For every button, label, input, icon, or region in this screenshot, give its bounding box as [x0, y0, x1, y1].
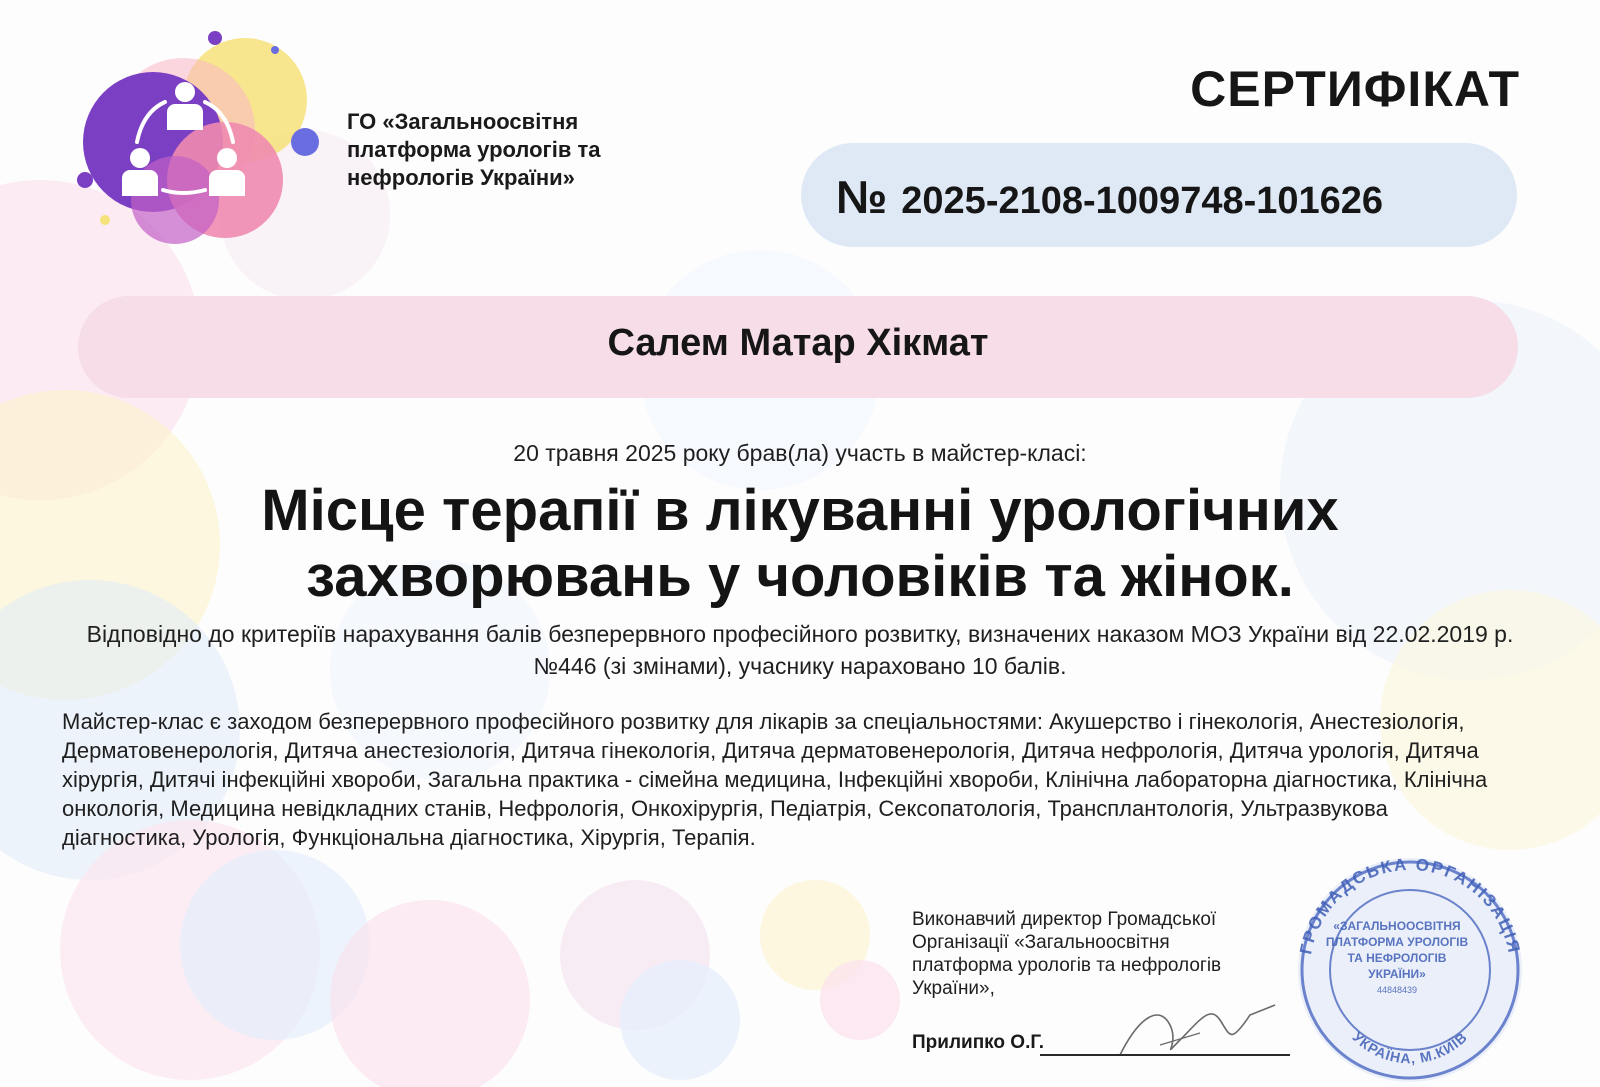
decor-bubble [820, 960, 900, 1040]
signer-name: Прилипко О.Г. [912, 1032, 1045, 1053]
stamp-bottom-text: УКРАЇНА, М.КИЇВ [1349, 1028, 1471, 1067]
stamp-center-text [1322, 918, 1472, 998]
decor-bubble [620, 960, 740, 1080]
specialties-paragraph: Майстер-клас є заходом безперервного професійного розвитку для лікарів за спеціальностями: Акушерство і гінекологія, Анестезіологія, Дерматовенерологія, Дитяча анестезіологія, Дитяча гінекологія, Дитяча дерматовенерологія, Дитяча нефрологія, Дитяча урологія, Дитяча хірургія, Дитячі інфекційні хвороби, Загальна практика - сімейна медицина, Інфекційні хвороби, Клінічна лабораторна діагностика, Клінічна онкологія, Медицина невідкладних станів, Нефрологія, Онкохірургія, Педіатрія, Сексопатологія, Трансплантологія, Ультразвукова діагностика, Урологія, Функціональна діагностика, Хірургія, Терапія. [62, 709, 1488, 850]
stamp-line-1: «ЗАГАЛЬНООСВІТНЯ [1333, 919, 1461, 933]
organization-logo [55, 30, 345, 250]
number-sign: № [836, 171, 888, 223]
signature-line [1040, 1054, 1290, 1056]
certificate-number-value: 2025-2108-1009748-101626 [901, 180, 1384, 222]
stamp-line-2: ПЛАТФОРМА УРОЛОГІВ [1325, 935, 1469, 949]
cpd-points-note: Відповідно до критеріїв нарахування балів безперервного професійного розвитку, визначених наказом МОЗ України від 22.02.2019 р. №446 (зі змінами), учаснику нараховано 10 балів. [86, 621, 1514, 679]
event-intro: 20 травня 2025 року брав(ла) участь в майстер-класі: [513, 440, 1087, 466]
signer-position: Виконавчий директор Громадської Організації «Загальноосвітня платформа урологів та нефрологів України», [912, 909, 1222, 999]
stamp-ring-text: ГРОМАДСЬКА ОРГАНІЗАЦІЯ [1296, 854, 1524, 957]
stamp-line-3: ТА НЕФРОЛОГІВ УКРАЇНИ» [1347, 951, 1447, 981]
event-title: Місце терапії в лікуванні урологічних захворювань у чоловіків та жінок. [261, 478, 1339, 609]
certificate-number [836, 170, 1496, 224]
recipient-name: Салем Матар Хікмат [607, 322, 989, 364]
organization-name: ГО «Загальноосвітня платформа урологів та нефрологів України» [347, 109, 601, 190]
decor-bubble [330, 900, 530, 1087]
handwritten-signature [1100, 985, 1290, 1065]
certificate-title: СЕРТИФІКАТ [1190, 61, 1520, 117]
stamp-code: 44848439 [1376, 985, 1418, 995]
